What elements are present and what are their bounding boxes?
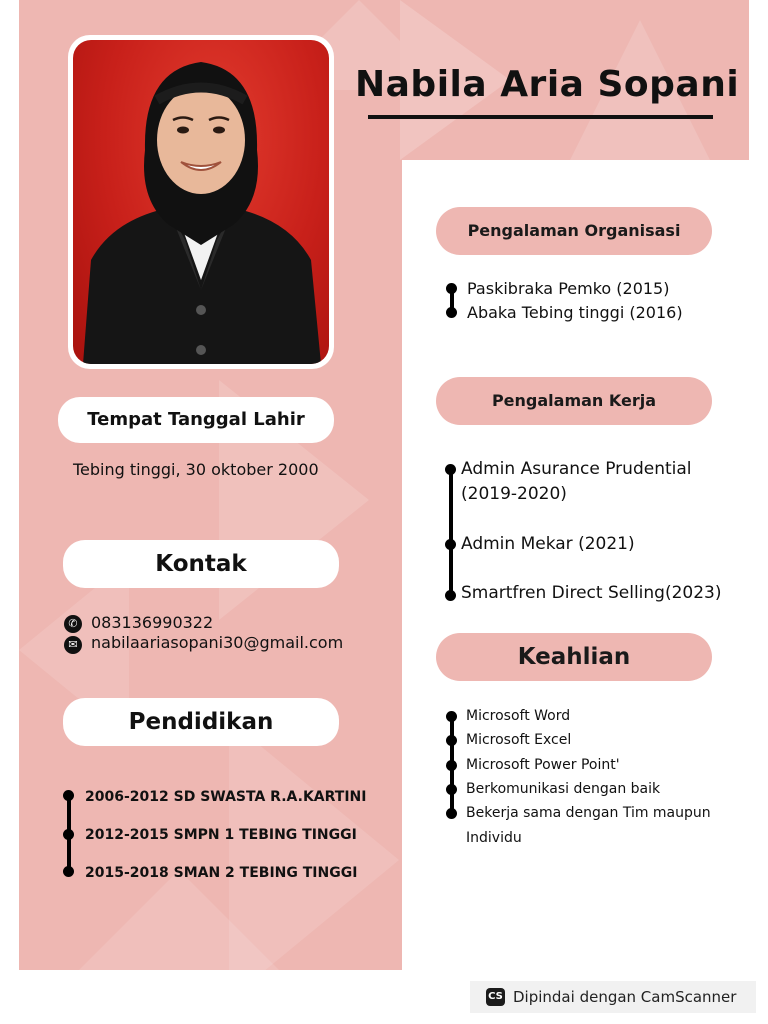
scanner-watermark bbox=[470, 981, 756, 1013]
skill-item: Microsoft Power Point' bbox=[466, 757, 620, 773]
work-item-title: Admin Mekar (2021) bbox=[461, 534, 635, 554]
skill-item: Bekerja sama dengan Tim maupun bbox=[466, 805, 711, 821]
work-bullet bbox=[445, 590, 456, 601]
skills-bullet bbox=[446, 711, 457, 722]
work-bullet bbox=[445, 464, 456, 475]
birth-heading-pill bbox=[58, 397, 334, 443]
skills-bullet bbox=[446, 784, 457, 795]
education-bullet bbox=[63, 829, 74, 840]
education-item: 2006-2012 SD SWASTA R.A.KARTINI bbox=[85, 789, 367, 805]
skills-bullet bbox=[446, 735, 457, 746]
organization-heading: Pengalaman Organisasi bbox=[467, 221, 681, 240]
birth-value: Tebing tinggi, 30 oktober 2000 bbox=[73, 460, 319, 479]
skill-item: Microsoft Excel bbox=[466, 732, 572, 748]
portrait-illustration bbox=[73, 40, 329, 364]
education-item: 2015-2018 SMAN 2 TEBING TINGGI bbox=[85, 865, 358, 881]
phone-number[interactable]: 083136990322 bbox=[91, 613, 214, 632]
work-bullet bbox=[445, 539, 456, 550]
camscanner-logo-icon: CS bbox=[486, 988, 505, 1006]
skills-bullet bbox=[446, 760, 457, 771]
education-heading: Pendidikan bbox=[128, 709, 274, 735]
email-address[interactable]: nabilaariasopani30@gmail.com bbox=[91, 633, 344, 652]
profile-photo bbox=[73, 40, 329, 364]
organization-item: Paskibraka Pemko (2015) bbox=[467, 279, 670, 298]
phone-icon: ✆ bbox=[64, 615, 82, 633]
education-bullet bbox=[63, 790, 74, 801]
work-item-period: (2019-2020) bbox=[461, 484, 567, 504]
person-name: Nabila Aria Sopani bbox=[355, 64, 740, 105]
contact-heading-pill bbox=[63, 540, 339, 588]
skills-bullet bbox=[446, 808, 457, 819]
work-item-title: Smartfren Direct Selling(2023) bbox=[461, 583, 722, 603]
organization-item: Abaka Tebing tinggi (2016) bbox=[467, 303, 683, 322]
skills-heading: Keahlian bbox=[517, 644, 631, 670]
work-heading: Pengalaman Kerja bbox=[491, 391, 657, 410]
organization-bullet bbox=[446, 283, 457, 294]
education-heading-pill bbox=[63, 698, 339, 746]
skills-heading-pill bbox=[436, 633, 712, 681]
education-bullet bbox=[63, 866, 74, 877]
skill-item: Berkomunikasi dengan baik bbox=[466, 781, 661, 797]
work-heading-pill bbox=[436, 377, 712, 425]
contact-heading: Kontak bbox=[155, 551, 247, 577]
skill-item: Microsoft Word bbox=[466, 708, 571, 724]
birth-heading: Tempat Tanggal Lahir bbox=[87, 409, 305, 430]
name-underline bbox=[368, 115, 713, 119]
education-item: 2012-2015 SMPN 1 TEBING TINGGI bbox=[85, 827, 357, 843]
work-item-title: Admin Asurance Prudential bbox=[461, 459, 692, 479]
work-timeline-line bbox=[449, 470, 453, 596]
watermark-text: Dipindai dengan CamScanner bbox=[513, 988, 737, 1006]
skill-item: Individu bbox=[466, 830, 522, 846]
email-icon: ✉ bbox=[64, 636, 82, 654]
organization-bullet bbox=[446, 307, 457, 318]
organization-heading-pill bbox=[436, 207, 712, 255]
